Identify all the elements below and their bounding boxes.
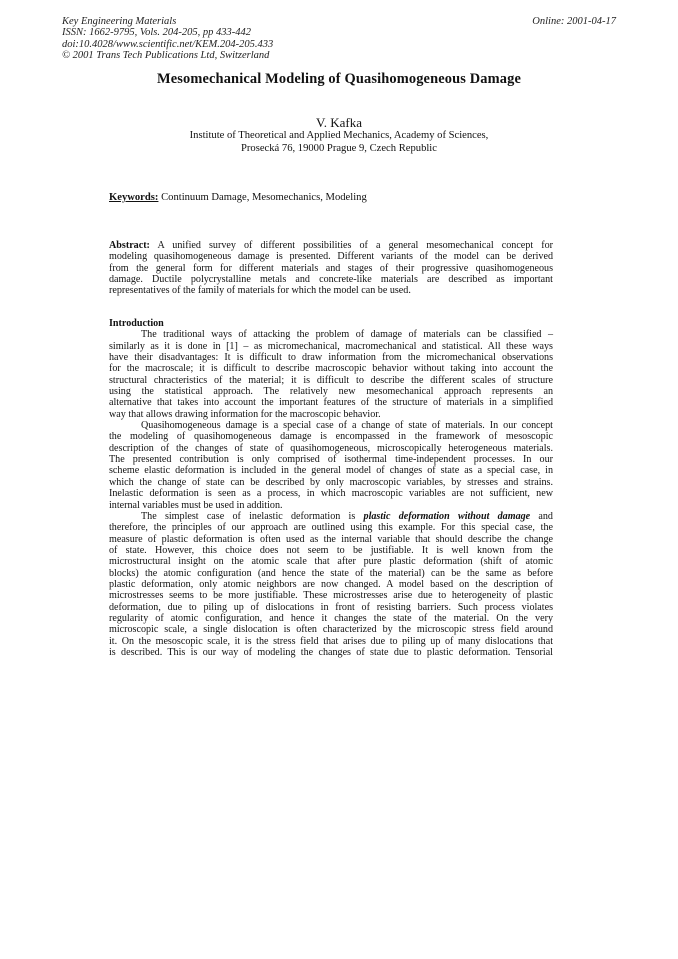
paragraph-line: microscopic scale, a single dislocation is often characterized by the microscopic stress field around [109,624,553,636]
paragraph-line: description of the changes of state of quasihomogeneous, microscopically heterogeneous materials. [109,442,553,454]
affiliation-line: Prosecká 76, 19000 Prague 9, Czech Republic [241,142,437,154]
paragraph-line: which the change of state can be described by only macroscopic variables, by stresses and strains. [109,476,553,488]
paragraph-text: The simplest case of inelastic deformation is [141,510,364,522]
issn-line: ISSN: 1662-9795, Vols. 204-205, pp 433-442 [62,27,251,39]
paragraph-line: scheme elastic deformation is included in the general model of changes of state as a special case, in [109,465,553,477]
affiliation-line: Institute of Theoretical and Applied Mechanics, Academy of Sciences, [189,130,489,141]
paragraph-line: Quasihomogeneous damage is a special case of a change of state of materials. In our concept [141,420,553,432]
paragraph-line: is described. This is our way of modeling the changes of state due to plastic deformation. Tensorial [109,646,553,658]
paragraph-line: therefore, the principles of our approach are outlined using this example. For this special case, the [109,522,553,534]
keywords [109,192,367,203]
affiliation [0,130,678,155]
abstract-line: damage. Ductile polycrystalline metals and concrete-like materials are described as important [109,274,553,286]
paragraph-line: measure of plastic deformation is often used as the internal variable that should describe the change [109,533,553,545]
paragraph-line: alternative that takes into account the important features of the structure of materials in a simplified [109,397,553,409]
abstract-line-text: A unified survey of different possibilities of a general mesomechanical concept for [149,240,553,251]
introduction-heading: Introduction [109,318,164,329]
paragraph-line: similarly as it is done in [1] – as micromechanical, macromechanical and statistical. All these ways [109,340,553,352]
paragraph-line: The presented contribution is only comprised of isothermal time-independent processes. In our [109,454,553,466]
paragraph-text: and [530,510,553,522]
keywords-text: Continuum Damage, Mesomechanics, Modeling [158,192,367,203]
author-name: V. Kafka [316,115,362,130]
paper-title: Mesomechanical Modeling of Quasihomogeneous Damage [156,71,522,87]
paragraph-line: internal variables must be used in addition. [109,499,283,511]
paragraph-line [109,511,553,522]
online-date: Online: 2001-04-17 [532,16,616,27]
paragraph-line: have their disadvantages: It is difficult to draw information from the micromechanical observations [109,352,553,364]
abstract [109,240,553,297]
abstract-line: modeling quasihomogeneous damage is presented. Different variants of the model can be derived [109,251,553,263]
paragraph-line: using the statistical approach. The relatively new mesomechanical approach represents an [109,386,553,398]
paragraph-line: plastic deformation, only atomic neighbors are now changed. A model based on the description of [109,578,553,590]
paragraph-line: structural chracteristics of the material; it is difficult to describe the different scales of structure [109,374,553,386]
paragraph-line: of state. However, this choice does not seem to be justifiable. It is well known from the [109,544,553,556]
paragraph-line: Inelastic deformation is seen as a process, in which macroscopic variables are not sufficient, new [109,488,553,500]
paragraph-line: The traditional ways of attacking the problem of damage of materials can be classified – [141,329,553,341]
paragraph-line: microstructural insight on the atomic scale that after pure plastic deformation (shift of atomic [109,556,553,568]
copyright-line: © 2001 Trans Tech Publications Ltd, Switzerland [62,50,270,62]
introduction-section [109,318,553,658]
abstract-label: Abstract: [109,240,150,251]
abstract-line: from the general form for different materials and stages of their progressive quasihomogeneous [109,262,553,274]
paragraph-line: it. On the mesoscopic scale, it is the stress field that arises due to piling up of many dislocations that [109,635,553,647]
keywords-label: Keywords: [109,192,159,203]
paragraph-line: regularity of atomic configuration, and hence it changes the state of the material. On the very [109,612,553,624]
paragraph-line: microstresses seems to be more justifiable. These microstresses arise due to heterogeneity of plastic [109,590,553,602]
paragraph-line: deformation, due to piling up of dislocations in front of resisting barriers. Such process violates [109,601,553,613]
journal-meta [62,16,273,62]
emphasized-term: plastic deformation without damage [363,510,531,522]
abstract-line: representatives of the family of materials for which the model can be used. [109,285,411,297]
paragraph-line: blocks) the atomic configuration (and hence the state of the material) can be the same as before [109,567,553,579]
paragraph-line: for the macroscale; it is difficult to describe macroscopic behavior without taking into account the [109,363,553,375]
journal-name: Key Engineering Materials [62,16,177,27]
doi-line: doi:10.4028/www.scientific.net/KEM.204-205.433 [62,38,274,50]
paragraph-line: the modeling of quasihomogeneous damage is encompassed in the framework of mesoscopic [109,431,553,443]
abstract-line [109,240,553,251]
paragraph-line: way that allows drawing information for the macroscopic behavior. [109,408,381,420]
